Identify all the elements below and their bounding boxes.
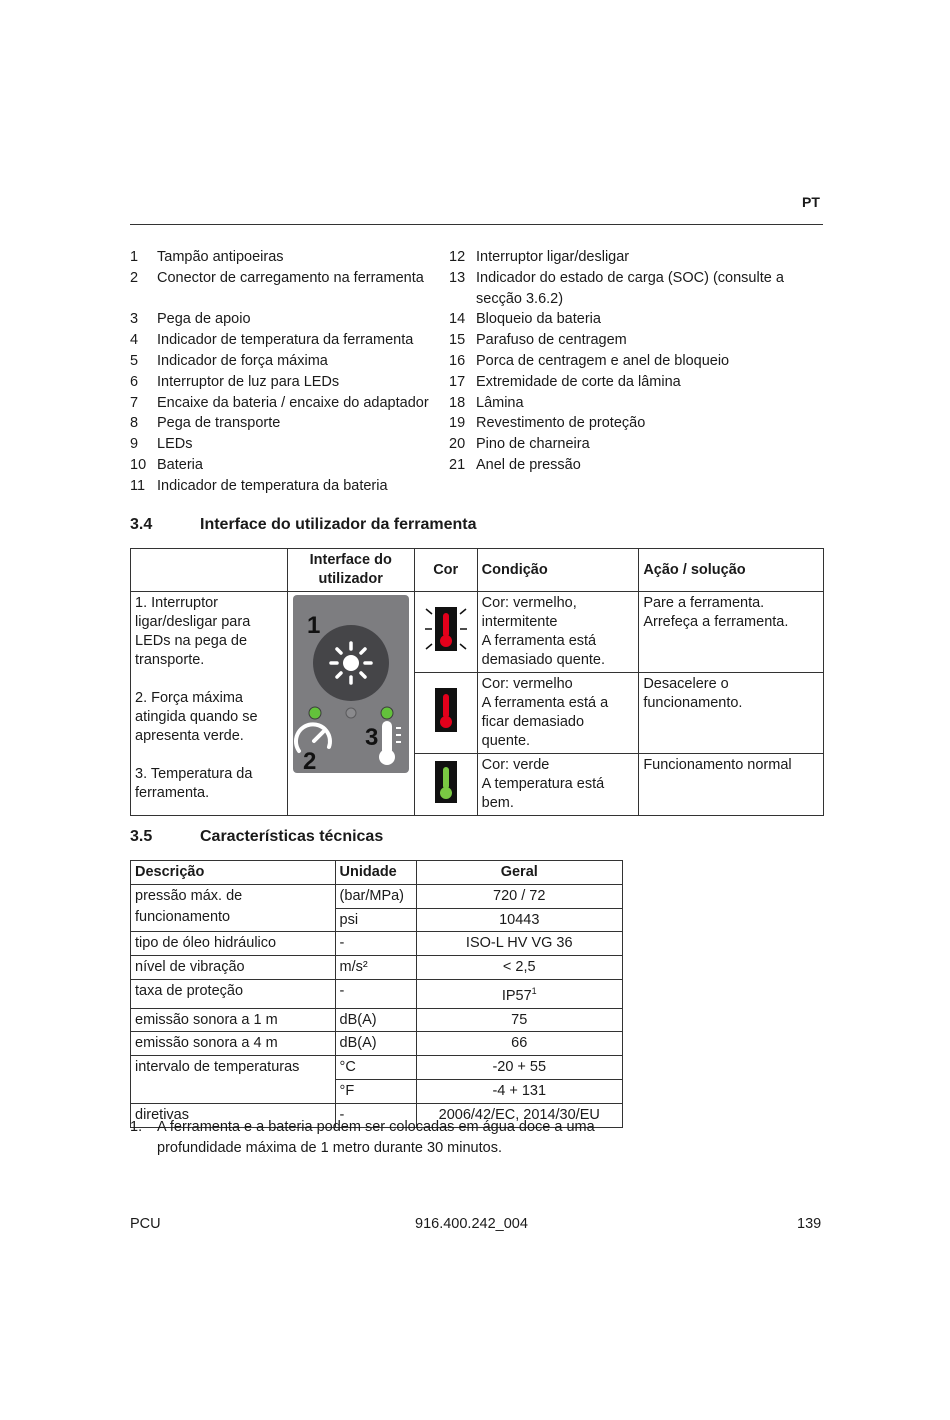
list-item: 11 Indicador de temperatura da bateria	[130, 477, 388, 494]
unit-oleo: -	[335, 932, 416, 956]
thermometer-red-blinking-icon	[424, 605, 468, 653]
header-condicao: Condição	[477, 549, 639, 592]
unit-pressao-psi: psi	[335, 908, 416, 932]
label-1: 1	[306, 612, 321, 639]
val-protecao	[416, 979, 623, 1008]
parts-list-right	[449, 247, 823, 476]
list-item: 10 Bateria	[130, 456, 203, 473]
footer-doc-number: 916.400.242_004	[415, 1216, 528, 1232]
table-header-row	[131, 549, 824, 592]
desc-pressao: pressão máx. de funcionamento	[131, 884, 336, 932]
condition-3: Cor: verde A temperatura está bem.	[477, 754, 639, 816]
list-item: 2 Conector de carregamento na ferramenta	[130, 269, 424, 286]
action-3: Funcionamento normal	[639, 754, 824, 816]
list-item: 5 Indicador de força máxima	[130, 352, 328, 369]
label-3: 3	[364, 724, 379, 751]
unit-ruido1: dB(A)	[335, 1008, 416, 1032]
header-interface: Interface do utilizador	[287, 549, 414, 592]
led-off-center	[346, 708, 356, 718]
list-item: 21 Anel de pressão	[449, 456, 581, 473]
table-row	[131, 1032, 623, 1056]
footnote: 1. A ferramenta e a bateria podem ser colocadas em água doce a uma profundidade máxima de 1 metro durante 30 minutos.	[130, 1117, 630, 1159]
light-icon	[331, 643, 371, 683]
interface-panel-cell	[287, 592, 414, 816]
list-item: 18 Lâmina	[449, 394, 524, 411]
list-item: 17 Extremidade de corte da lâmina	[449, 373, 681, 390]
header-unidade: Unidade	[335, 861, 416, 885]
interface-description	[131, 592, 288, 816]
list-item: 12 Interruptor ligar/desligar	[449, 249, 630, 265]
table-row	[131, 956, 623, 980]
desc-temp: intervalo de temperaturas	[131, 1056, 336, 1104]
unit-ruido4: dB(A)	[335, 1032, 416, 1056]
list-item: 14 Bloqueio da bateria	[449, 311, 601, 328]
header-rule	[130, 224, 823, 225]
led-green-right	[381, 707, 393, 719]
val-pressao-bar: 720 / 72	[416, 884, 623, 908]
led-green-left	[309, 707, 321, 719]
footnote-text: A ferramenta e a bateria podem ser colocadas em água doce a uma profundidade máxima de 1 metro durante 30 minutos.	[157, 1119, 595, 1156]
table-row	[131, 884, 623, 908]
list-item: 1 Tampão antipoeiras	[130, 249, 284, 265]
header-acao: Ação / solução	[639, 549, 824, 592]
color-cell-3	[414, 754, 477, 816]
table-header-row	[131, 861, 623, 885]
table-row	[131, 979, 623, 1008]
unit-diretivas: -	[335, 1103, 416, 1127]
ip-rating: IP57	[501, 987, 532, 1004]
thermometer-red-icon	[433, 686, 459, 734]
desc-oleo: tipo de óleo hidráulico	[131, 932, 336, 956]
list-item: 15 Parafuso de centragem	[449, 332, 627, 349]
desc-diretivas: diretivas	[131, 1103, 336, 1127]
val-ruido4: 66	[416, 1032, 623, 1056]
desc-2: 2. Força máxima atingida quando se apresenta verde.	[135, 690, 258, 744]
table-row	[131, 932, 623, 956]
list-item: 20 Pino de charneira	[449, 436, 590, 453]
table-row	[131, 1056, 623, 1080]
action-1: Pare a ferramenta. Arrefeça a ferramenta.	[639, 592, 824, 673]
list-item: 8 Pega de transporte	[130, 415, 281, 432]
val-vibracao: < 2,5	[416, 956, 623, 980]
language-code: PT	[802, 194, 820, 210]
val-ruido1: 75	[416, 1008, 623, 1032]
color-cell-1	[414, 592, 477, 673]
footer-product: PCU	[130, 1216, 161, 1232]
condition-1: Cor: vermelho, intermitente A ferramenta está demasiado quente.	[477, 592, 639, 673]
table-row	[131, 592, 824, 673]
val-pressao-psi: 10443	[416, 908, 623, 932]
unit-vibracao: m/s²	[335, 956, 416, 980]
table-row	[131, 1008, 623, 1032]
header-geral: Geral	[416, 861, 623, 885]
header-descricao: Descrição	[131, 861, 336, 885]
color-cell-2	[414, 673, 477, 754]
list-item: 16 Porca de centragem e anel de bloqueio	[449, 352, 730, 369]
list-item: 3 Pega de apoio	[130, 311, 251, 328]
unit-temp-c: °C	[335, 1056, 416, 1080]
desc-vibracao: nível de vibração	[131, 956, 336, 980]
list-item: 7 Encaixe da bateria / encaixe do adaptador	[130, 394, 429, 411]
action-2: Desacelere o funcionamento.	[639, 673, 824, 754]
val-temp-c: -20 + 55	[416, 1056, 623, 1080]
list-item: 9 LEDs	[130, 436, 193, 453]
desc-ruido1: emissão sonora a 1 m	[131, 1008, 336, 1032]
list-item: 13 Indicador do estado de carga (SOC) (consulte a secção 3.6.2)	[449, 269, 784, 307]
thermometer-green-icon	[433, 759, 459, 805]
header-cor: Cor	[414, 549, 477, 592]
val-oleo: ISO-L HV VG 36	[416, 932, 623, 956]
condition-2: Cor: vermelho A ferramenta está a ficar demasiado quente.	[477, 673, 639, 754]
val-temp-f: -4 + 131	[416, 1080, 623, 1104]
desc-1: 1. Interruptor ligar/desligar para LEDs na pega de transporte.	[135, 595, 251, 668]
unit-protecao: -	[335, 979, 416, 1008]
desc-3: 3. Temperatura da ferramenta.	[135, 766, 253, 801]
list-item: 6 Interruptor de luz para LEDs	[130, 373, 340, 390]
unit-temp-f: °F	[335, 1080, 416, 1104]
list-item: 4 Indicador de temperatura da ferramenta	[130, 332, 414, 349]
parts-list-left	[130, 247, 448, 497]
val-diretivas: 2006/42/EC, 2014/30/EU	[416, 1103, 623, 1127]
tech-specs-table	[130, 860, 623, 1128]
desc-ruido4: emissão sonora a 4 m	[131, 1032, 336, 1056]
unit-pressao-bar: (bar/MPa)	[335, 884, 416, 908]
ui-table	[130, 548, 824, 816]
label-2: 2	[302, 748, 317, 773]
desc-protecao: taxa de proteção	[131, 979, 336, 1008]
header-blank	[131, 549, 288, 592]
page-number: 139	[797, 1216, 822, 1232]
tool-interface-panel	[293, 595, 409, 773]
list-item: 19 Revestimento de proteção	[449, 415, 646, 432]
footnote-ref: 1	[531, 985, 537, 996]
